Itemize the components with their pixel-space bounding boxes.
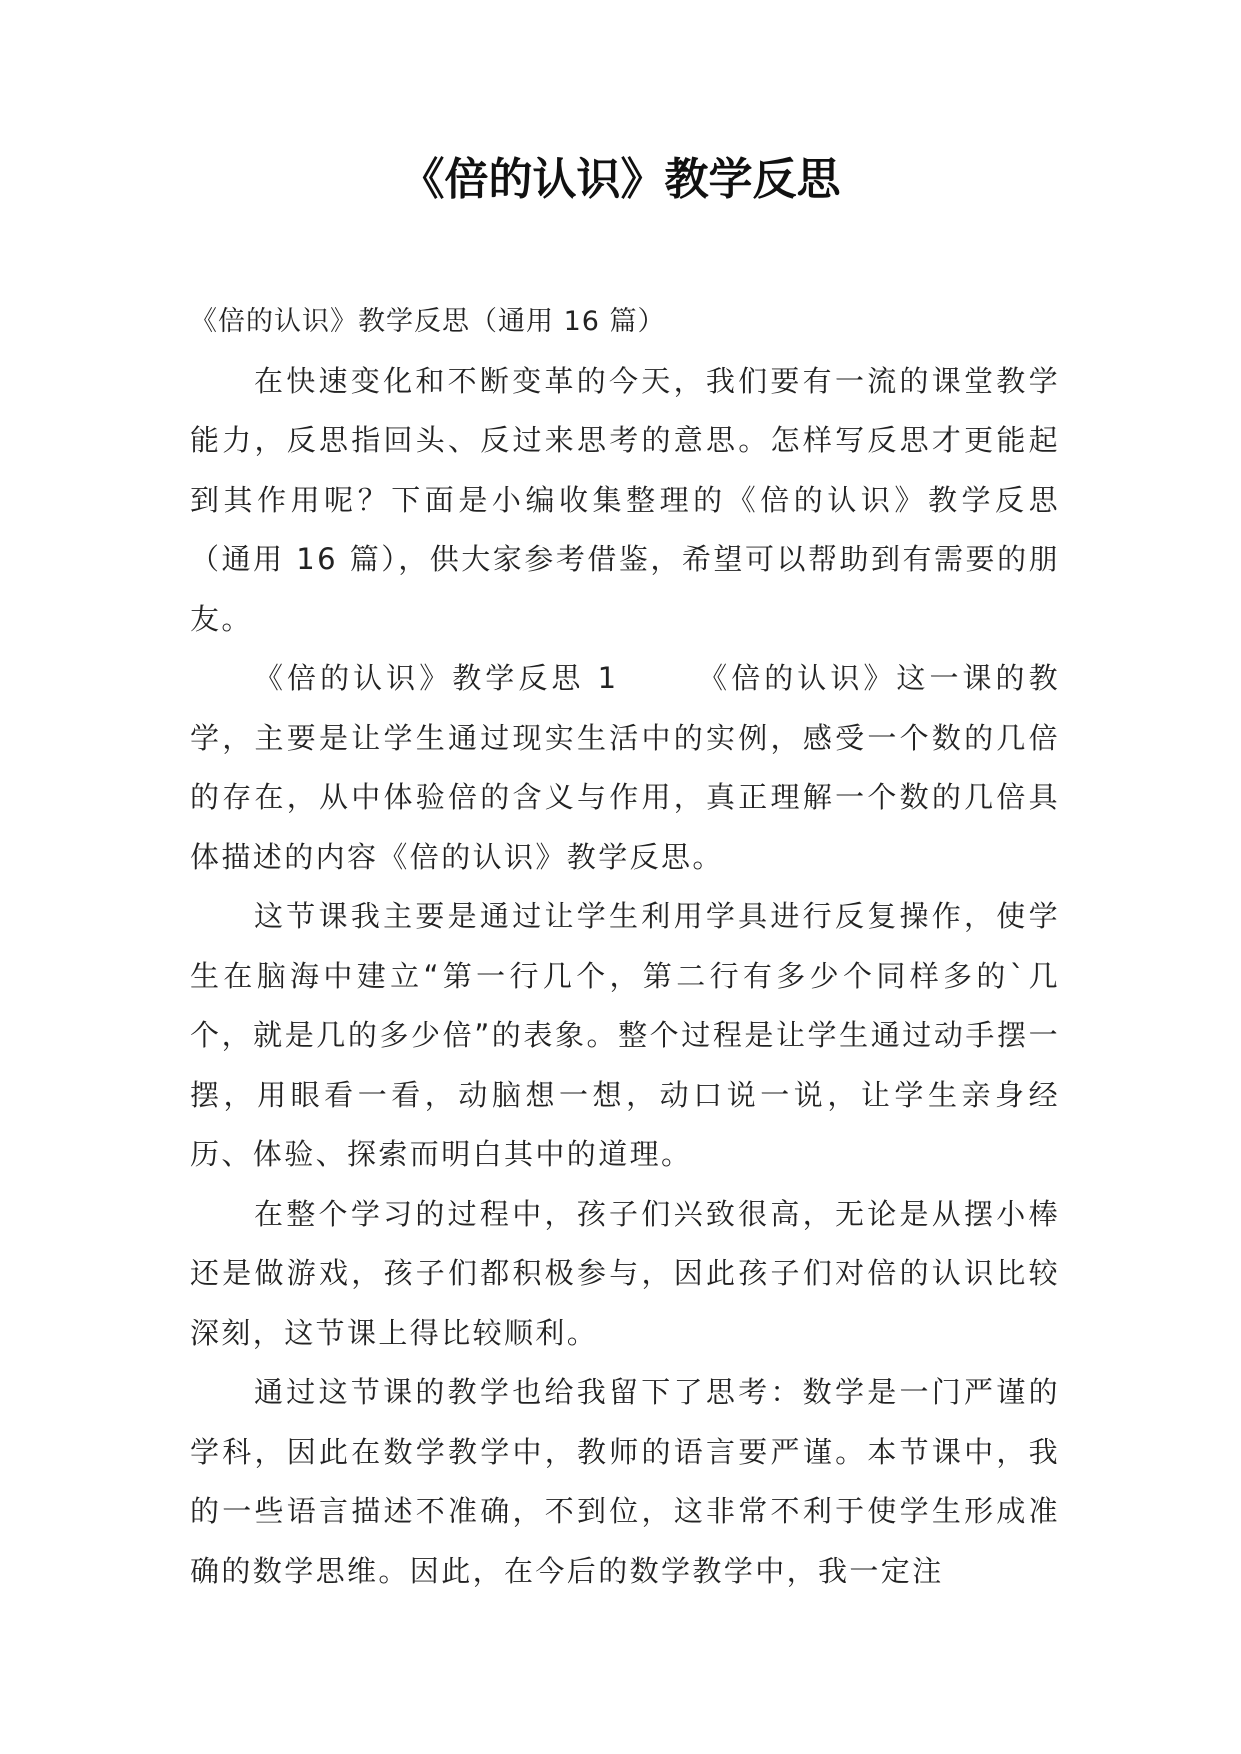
section-1-label: 《倍的认识》教学反思 1 <box>254 661 619 695</box>
intro-paragraph: 在快速变化和不断变革的今天，我们要有一流的课堂教学能力，反思指回头、反过来思考的意思。怎样写反思才更能起到其作用呢？下面是小编收集整理的《倍的认识》教学反思（通用 16 篇），供大家参考借鉴，希望可以帮助到有需要的朋友。 <box>190 363 1060 636</box>
document-body <box>190 292 1060 1601</box>
section-1-paragraph <box>190 649 1060 887</box>
paragraph-4: 通过这节课的教学也给我留下了思考：数学是一门严谨的学科，因此在数学教学中，教师的语言要严谨。本节课中，我的一些语言描述不准确，不到位，这非常不利于使学生形成准确的数学思维。因此，在今后的数学教学中，我一定注 <box>190 1375 1060 1588</box>
section-1-text: 《倍的认识》这一课的教学，主要是让学生通过现实生活中的实例，感受一个数的几倍的存在，从中体验倍的含义与作用，真正理解一个数的几倍具体描述的内容《倍的认识》教学反思。 <box>190 661 1060 874</box>
paragraph-2: 这节课我主要是通过让学生利用学具进行反复操作，使学生在脑海中建立“第一行几个，第二行有多少个同样多的`几个，就是几的多少倍”的表象。整个过程是让学生通过动手摆一摆，用眼看一看，动脑想一想，动口说一说，让学生亲身经历、体验、探索而明白其中的道理。 <box>190 899 1060 1171</box>
document-subtitle: 《倍的认识》教学反思（通用 16 篇） <box>190 306 666 337</box>
document-title: 《倍的认识》教学反思 <box>400 154 841 205</box>
paragraph-3: 在整个学习的过程中，孩子们兴致很高，无论是从摆小棒还是做游戏，孩子们都积极参与，因此孩子们对倍的认识比较深刻，这节课上得比较顺利。 <box>190 1196 1060 1350</box>
